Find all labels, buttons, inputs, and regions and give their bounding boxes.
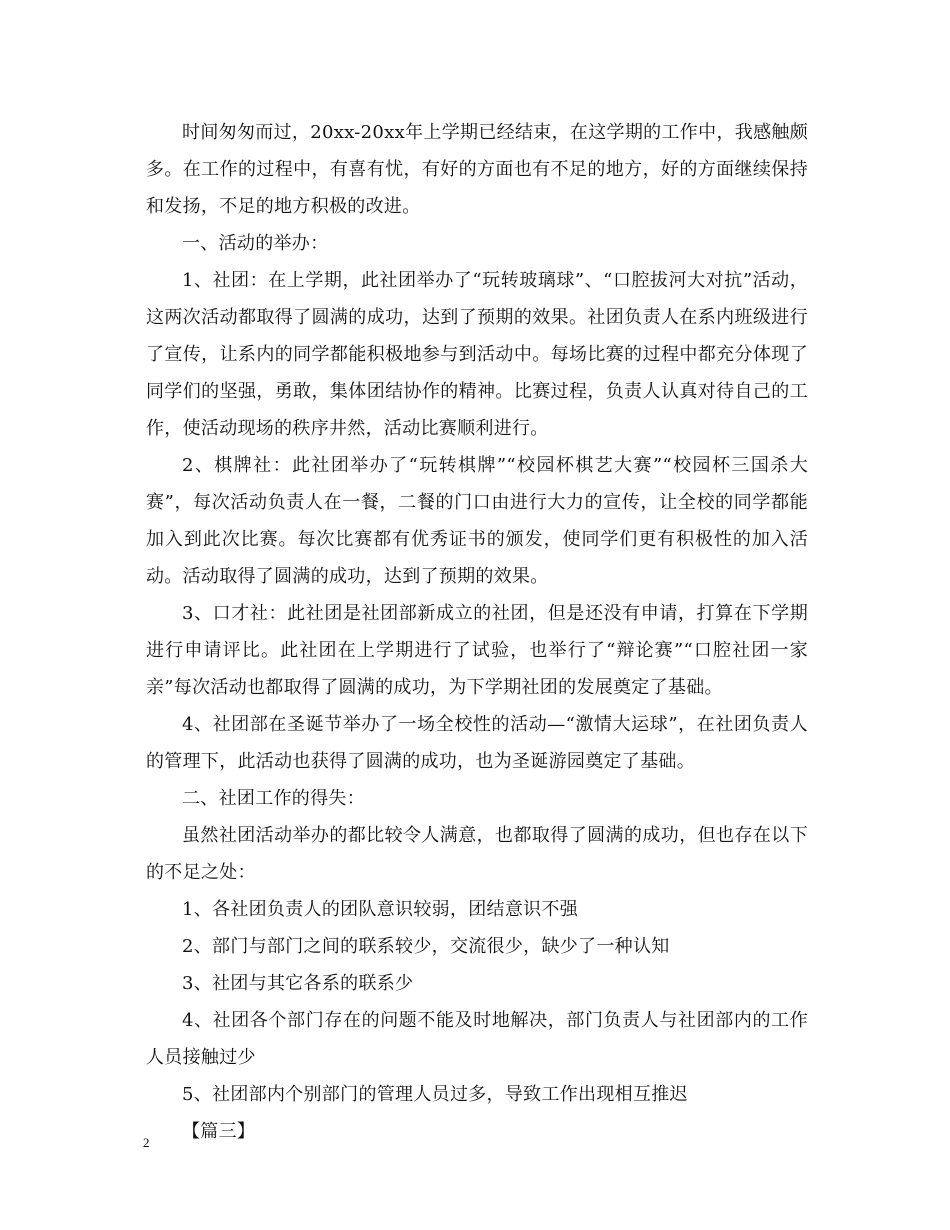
section-marker-part-three: 【篇三】: [182, 1121, 256, 1142]
paragraph-eloquence-club: 3、口才社：此社团是社团部新成立的社团，但是还没有申请，打算在下学期进行申请评比。此社团在上学期进行了试验，也举行了“辩论赛”“口腔社团一家亲”每次活动也都取得了圆满的成功，为下学期社团的发展奠定了基础。: [146, 603, 808, 698]
paragraph-christmas-event: 4、社团部在圣诞节举办了一场全校性的活动—“激情大运球”，在社团负责人的管理下，此活动也获得了圆满的成功，也为圣诞游园奠定了基础。: [146, 714, 808, 772]
list-item-shortcoming-5: 5、社团部内个别部门的管理人员过多，导致工作出现相互推迟: [182, 1084, 688, 1105]
page-number: 2: [143, 1135, 150, 1150]
document-body: [146, 114, 808, 1150]
paragraph-club: 1、社团：在上学期，此社团举办了“玩转玻璃球”、“口腔拔河大对抗”活动，这两次活动都取得了圆满的成功，达到了预期的效果。社团负责人在系内班级进行了宣传，让系内的同学都能积极地参与到活动中。每场比赛的过程中都充分体现了同学们的坚强，勇敢，集体团结协作的精神。比赛过程，负责人认真对待自己的工作，使活动现场的秩序井然，活动比赛顺利进行。: [146, 270, 808, 439]
list-item-shortcoming-3: 3、社团与其它各系的联系少: [182, 973, 414, 994]
paragraph-shortcomings-intro: 虽然社团活动举办的都比较令人满意，也都取得了圆满的成功，但也存在以下的不足之处：: [146, 825, 808, 883]
intro-paragraph: 时间匆匆而过，20xx-20xx年上学期已经结束，在这学期的工作中，我感触颇多。在工作的过程中，有喜有忧，有好的方面也有不足的地方，好的方面继续保持和发扬，不足的地方积极的改进。: [146, 122, 808, 217]
section-heading-gains-losses: 二、社团工作的得失：: [182, 788, 365, 809]
list-item-shortcoming-2: 2、部门与部门之间的联系较少，交流很少，缺少了一种认知: [182, 936, 670, 957]
list-item-shortcoming-4: 4、社团各个部门存在的问题不能及时地解决，部门负责人与社团部内的工作人员接触过少: [146, 1010, 808, 1068]
paragraph-chess-club: 2、棋牌社：此社团举办了“玩转棋牌”“校园杯棋艺大赛”“校园杯三国杀大赛”，每次活动负责人在一餐，二餐的门口由进行大力的宣传，让全校的同学都能加入到此次比赛。每次比赛都有优秀证书的颁发，使同学们更有积极性的加入活动。活动取得了圆满的成功，达到了预期的效果。: [146, 455, 808, 587]
section-heading-activities: 一、活动的举办：: [182, 233, 329, 254]
list-item-shortcoming-1: 1、各社团负责人的团队意识较弱，团结意识不强: [182, 899, 579, 920]
